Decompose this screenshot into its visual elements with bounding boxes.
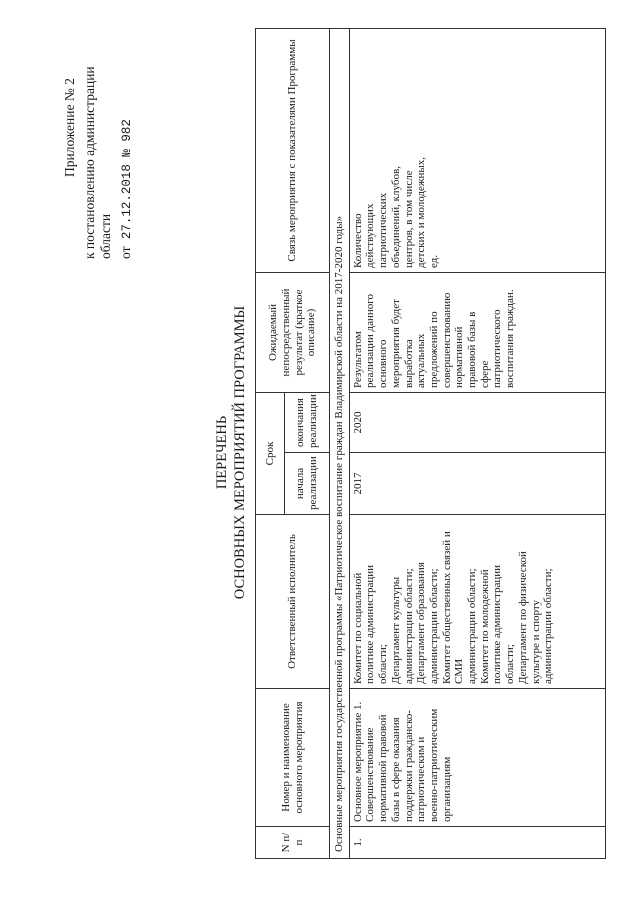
heading-line-2: ОСНОВНЫХ МЕРОПРИЯТИЙ ПРОГРАММЫ (232, 305, 248, 600)
row-executor: Комитет по социальной политике администрации области; Департамент культуры администрации области; Департамент образования администрации области; Комитет общественных связей и СМИ администрации области; Комитет по молодежной политике администрации области; Департамент по физической культуре и спорту администрации области; (349, 515, 605, 689)
appendix-line-2: области (98, 213, 113, 259)
table-row (349, 29, 605, 859)
appendix-date-value: 27.12.2018 № 982 (120, 119, 134, 240)
header-link: Связь мероприятия с показателями Программы (256, 29, 330, 273)
header-row-top (256, 29, 285, 859)
row-start: 2017 (349, 453, 605, 515)
appendix-date (118, 119, 135, 259)
row-end: 2020 (349, 393, 605, 453)
row-name: Основное мероприятие 1. Совершенствование нормативной правовой базы в сфере оказания поддержки гражданско- патриотическим и военно-патриотическим организациям (349, 689, 605, 827)
header-start: начала реализации (285, 453, 330, 515)
section-row (330, 29, 350, 859)
header-name: Номер и наименование основного мероприятия (256, 689, 330, 827)
header-executor: Ответственный исполнитель (256, 515, 330, 689)
appendix-title: Приложение № 2 (62, 78, 77, 177)
header-end: окончания реализации (285, 393, 330, 453)
section-title: Основные мероприятия государственной программы «Патриотическое воспитание граждан Владимирской области на 2017-2020 годы» (330, 29, 350, 859)
row-result: Результатом реализации данного основного мероприятия будет выработка актуальных предложений по совершенствованию нормативной правовой базы в сфере патриотического воспитания граждан. (349, 273, 605, 393)
header-term: Срок (256, 393, 285, 515)
heading-line-1: ПЕРЕЧЕНЬ (214, 415, 230, 490)
appendix-line-1: к постановлению администрации (82, 66, 97, 259)
header-num: N п/п (256, 827, 330, 859)
row-num: 1. (349, 827, 605, 859)
header-result: Ожидаемый непосредственный результат (краткое описание) (256, 273, 330, 393)
measures-table (255, 28, 606, 859)
row-link: Количество действующих патриотических объединений, клубов, центров, в том числе детских и молодежных, ед. (349, 29, 605, 273)
appendix-date-prefix: от (118, 246, 133, 259)
